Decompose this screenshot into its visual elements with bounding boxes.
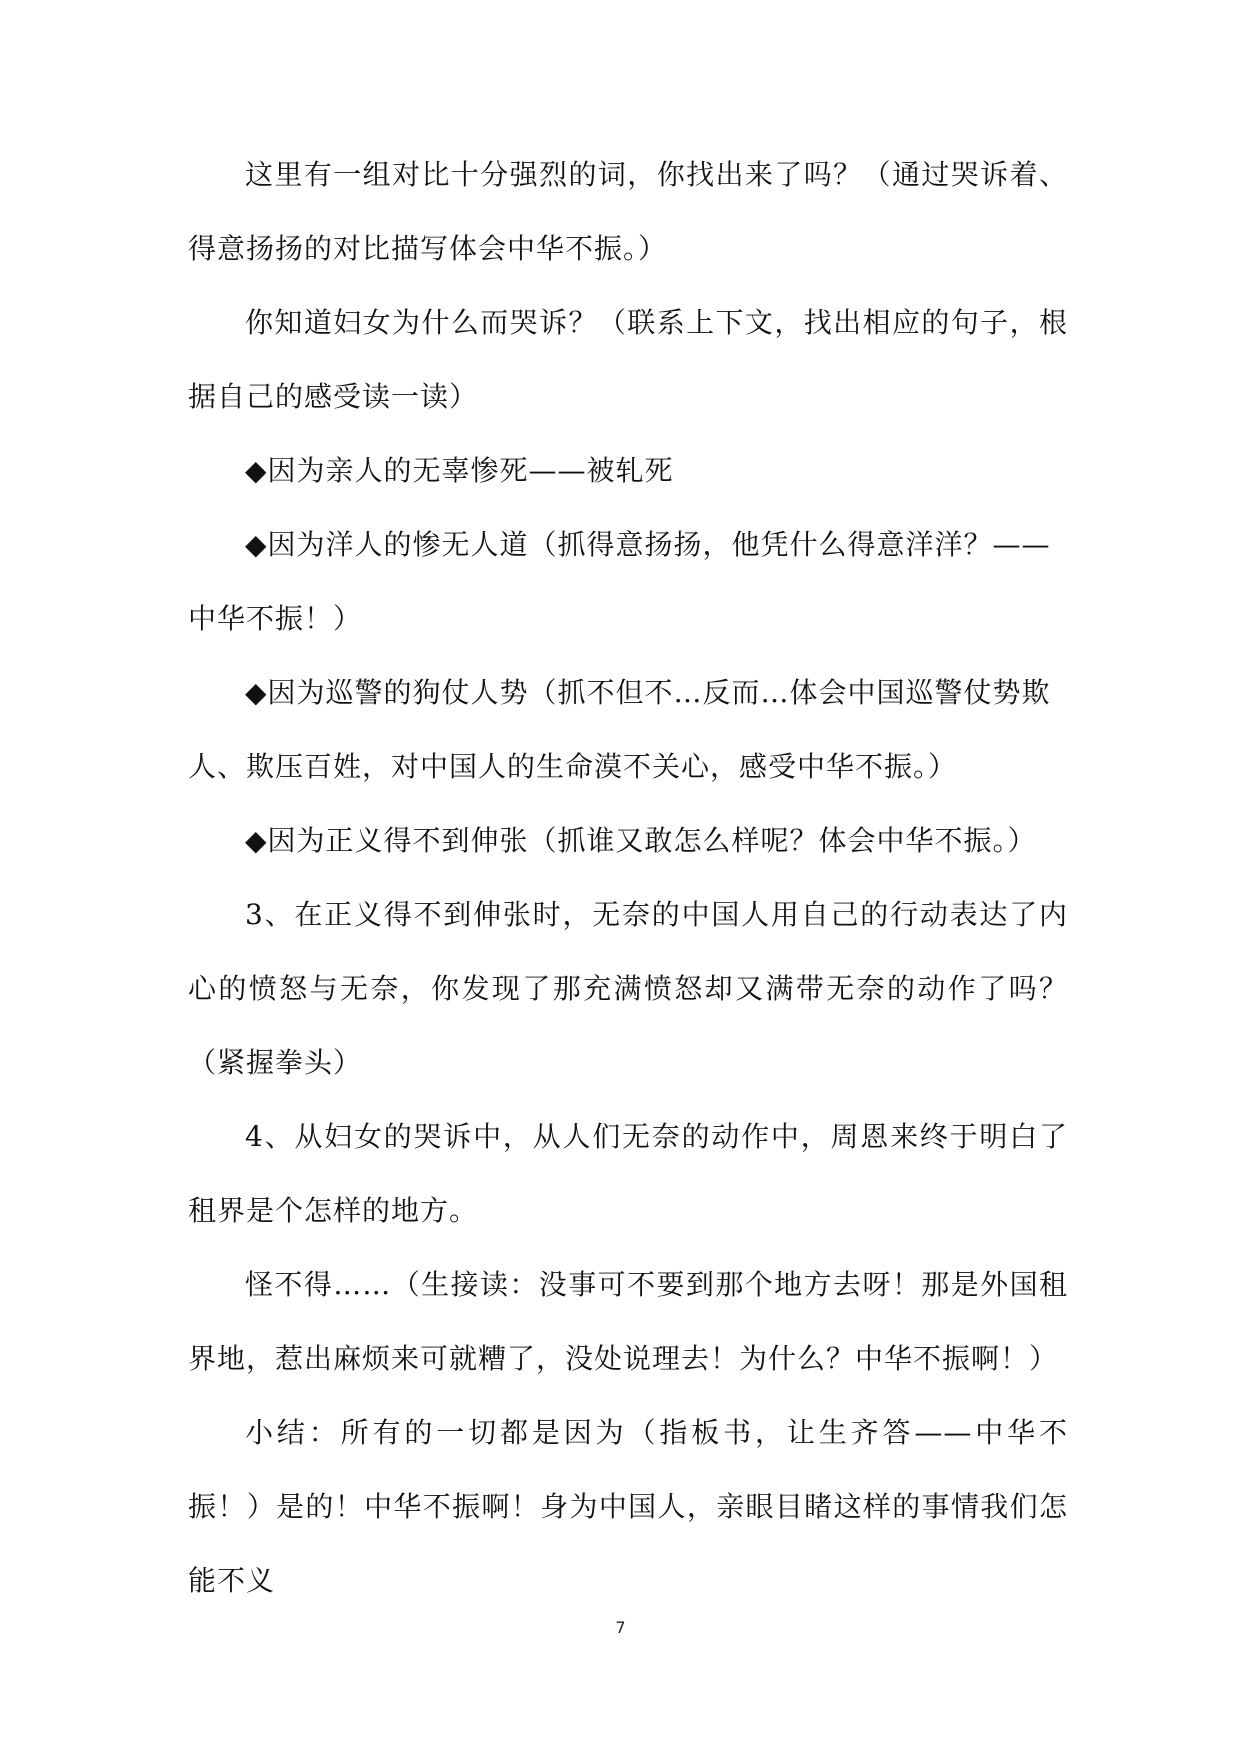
paragraph-no-wonder: 怪不得……（生接读：没事可不要到那个地方去呀！那是外国租界地，惹出麻烦来可就糟了，没处说理去！为什么？中华不振啊！） [188, 1268, 1068, 1375]
paragraph-contrast-words: 这里有一组对比十分强烈的词，你找出来了吗？（通过哭诉着、得意扬扬的对比描写体会中华不振。） [188, 158, 1068, 265]
paragraph-why-crying: 你知道妇女为什么而哭诉？（联系上下文，找出相应的句子，根据自己的感受读一读） [188, 306, 1068, 413]
paragraph-concession-understanding: 4、从妇女的哭诉中，从人们无奈的动作中，周恩来终于明白了租界是个怎样的地方。 [188, 1120, 1068, 1227]
bullet-police-bullying: ◆因为巡警的狗仗人势（抓不但不…反而…体会中国巡警仗势欺人、欺压百姓，对中国人的生命漠不关心，感受中华不振。） [188, 676, 1051, 783]
bullet-no-justice: ◆因为正义得不到伸张（抓谁又敢怎么样呢？体会中华不振。） [245, 824, 1037, 857]
paragraph-clenched-fists: 3、在正义得不到伸张时，无奈的中国人用自己的行动表达了内心的愤怒与无奈，你发现了那充满愤怒却又满带无奈的动作了吗？（紧握拳头） [188, 898, 1068, 1079]
page-number: 7 [615, 1618, 626, 1637]
bullet-relative-death: ◆因为亲人的无辜惨死——被轧死 [245, 454, 674, 487]
paragraph-summary: 小结：所有的一切都是因为（指板书，让生齐答——中华不振！）是的！中华不振啊！身为中国人，亲眼目睹这样的事情我们怎能不义 [188, 1416, 1068, 1597]
document-body [188, 138, 1068, 1618]
bullet-foreigner-cruelty: ◆因为洋人的惨无人道（抓得意扬扬，他凭什么得意洋洋？——中华不振！） [188, 528, 1051, 635]
